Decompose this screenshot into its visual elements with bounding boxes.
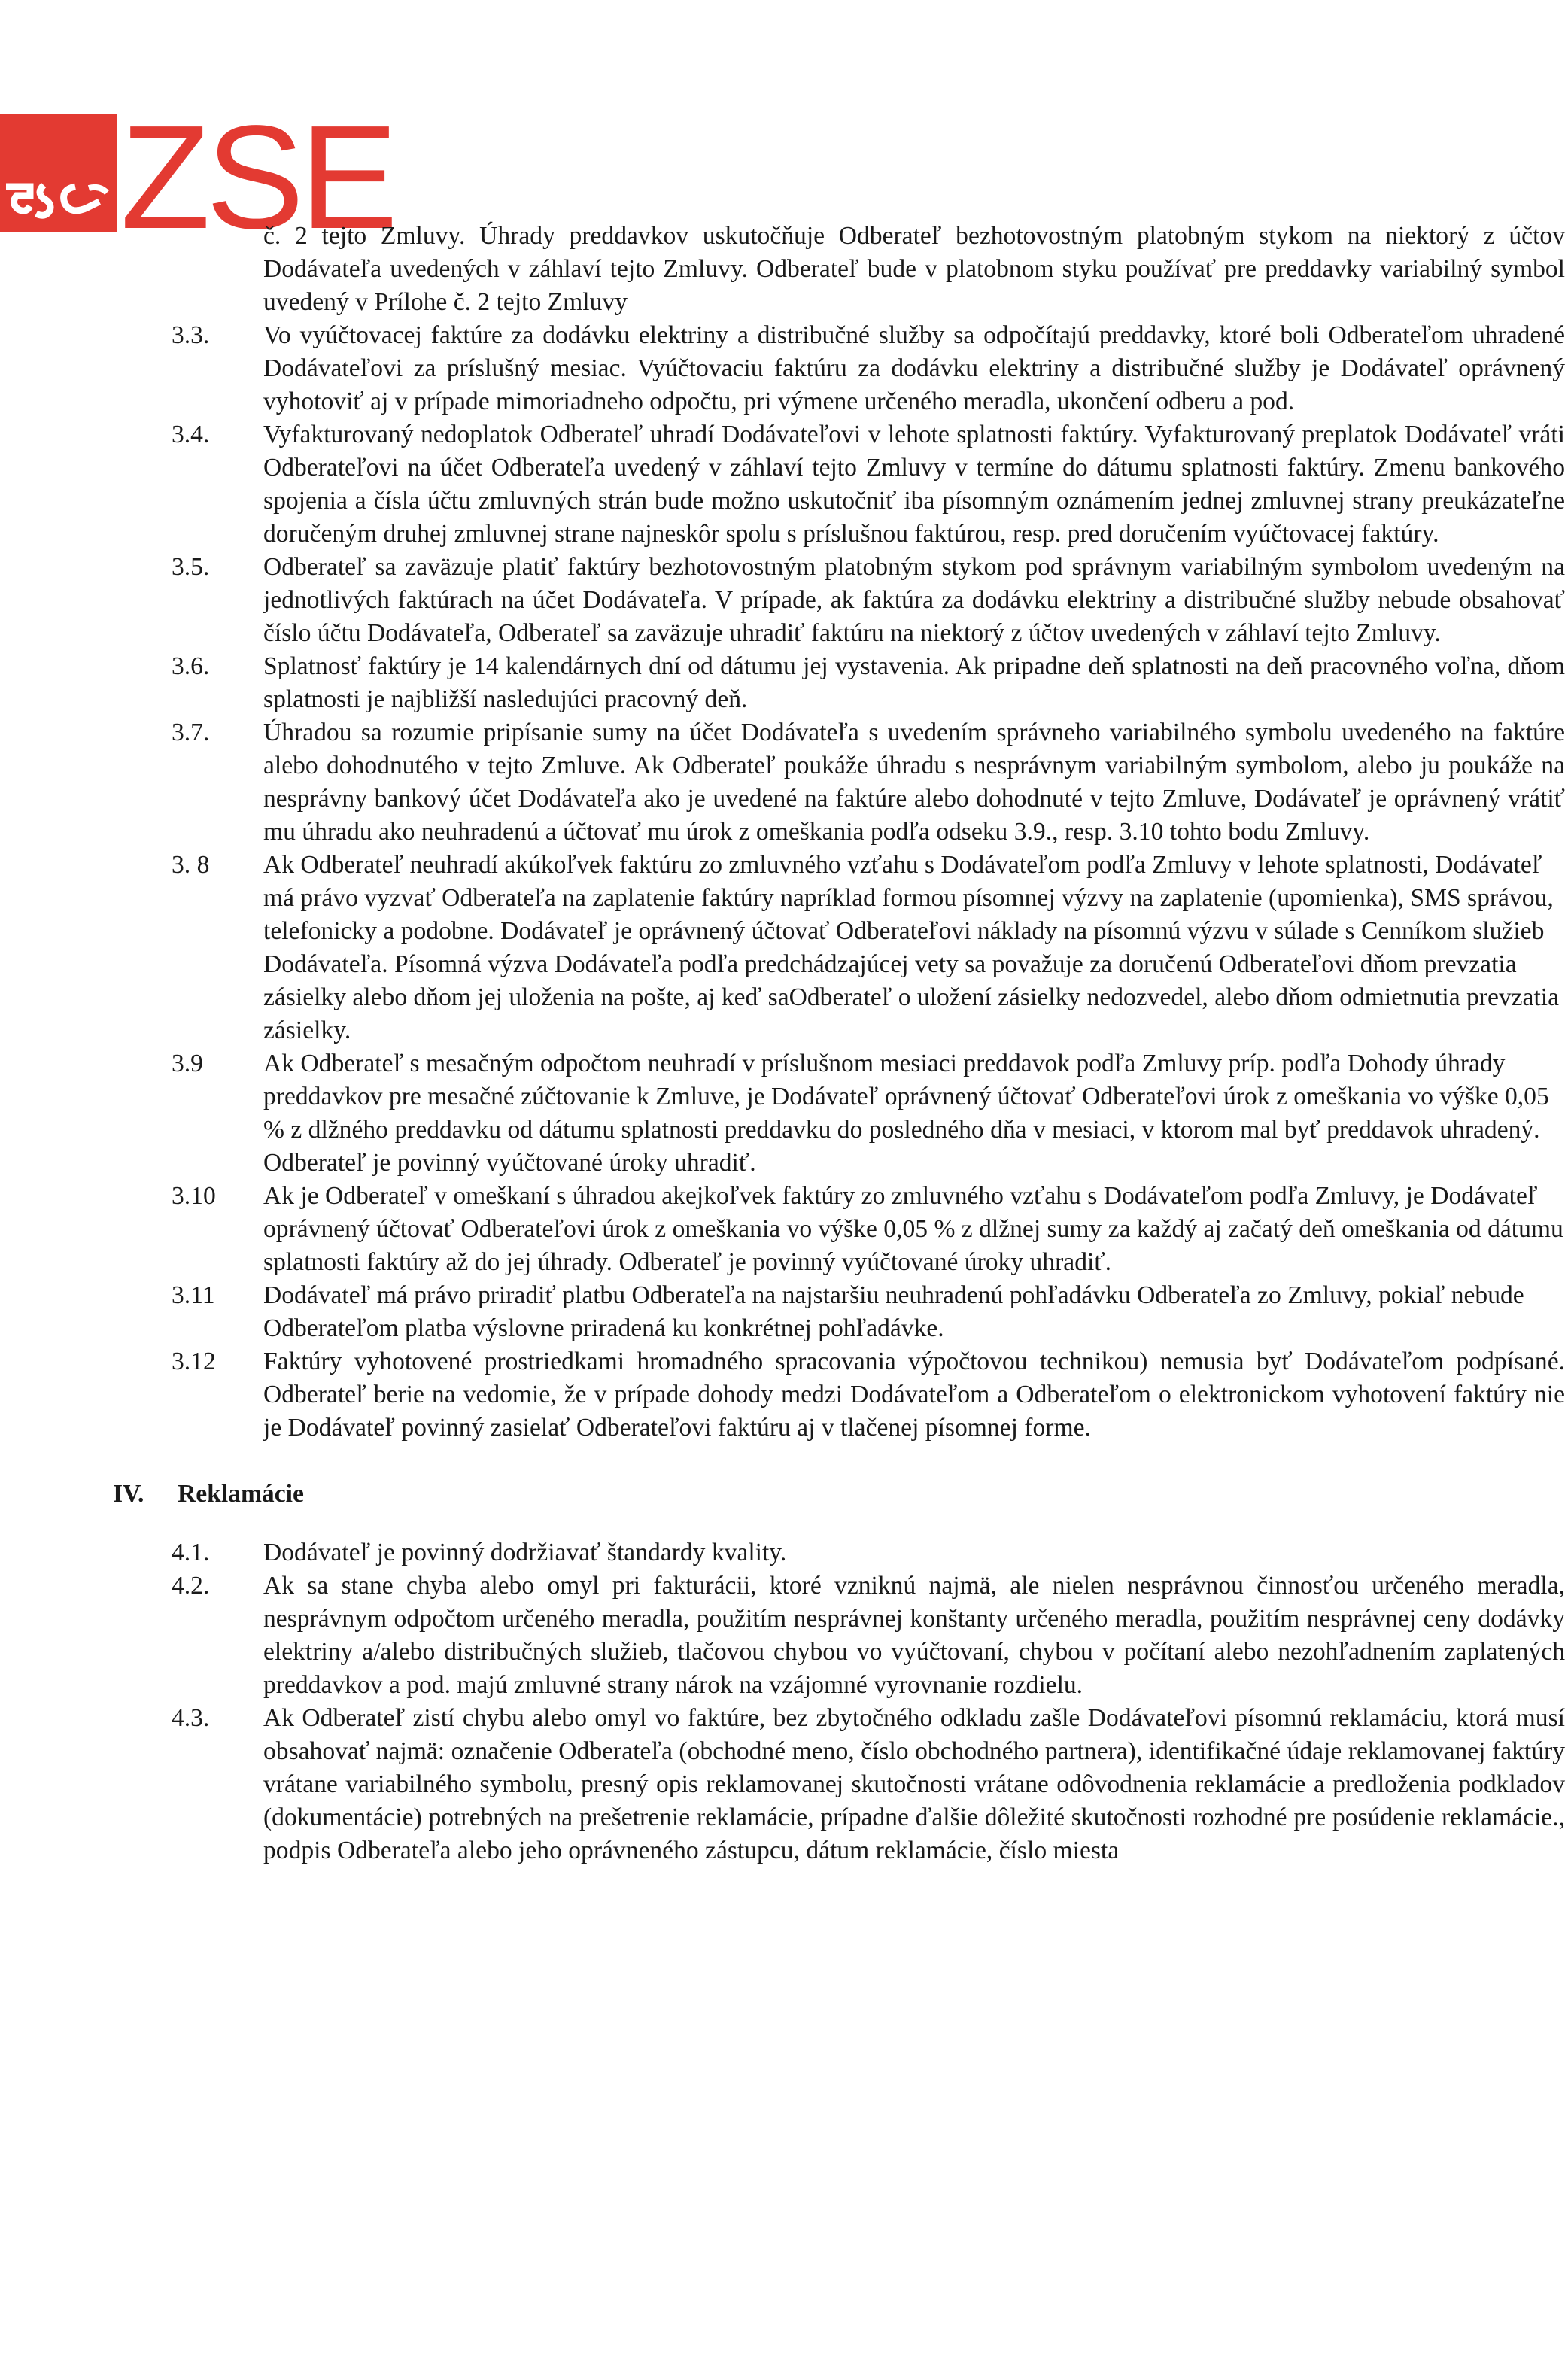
clause-number: 3.12	[172, 1348, 216, 1375]
clause-text: Ak sa stane chyba alebo omyl pri fakturácii, ktoré vzniknú najmä, ale nielen nesprávnou činnosťou určeného meradla, nesprávnym odpočtom určeného meradla, použitím nesprávnej konštanty určeného meradla, použitím nesprávnej ceny dodávky elektriny a/alebo distribučných služieb, tlačovou chybou vo vyúčtovaní, chybou v počítaní alebo nezohľadnením zaplatených preddavkov a pod. majú zmluvné strany nárok na vzájomné vyrovnanie rozdielu.	[263, 1572, 1565, 1699]
continued-paragraph	[0, 220, 1568, 319]
clause-text: Vo vyúčtovacej faktúre za dodávku elektriny a distribučné služby sa odpočítajú preddavky, ktoré boli Odberateľom uhradené Dodávateľovi za príslušný mesiac. Vyúčtovaciu faktúru za dodávku elektriny a distribučné služby je Dodávateľ oprávnený vyhotoviť aj v prípade mimoriadneho odpočtu, pri výmene určeného meradla, ukončení odberu a pod.	[263, 321, 1565, 415]
clause-number: 3.3.	[172, 321, 210, 349]
clause-text: Ak je Odberateľ v omeškaní s úhradou akejkoľvek faktúry zo zmluvného vzťahu s Dodávateľom podľa Zmluvy, je Dodávateľ oprávnený účtovať Odberateľovi úrok z omeškania vo výške 0,05 % z dlžnej sumy za každý aj začatý deň omeškania od dátumu splatnosti faktúry až do jej úhrady. Odberateľ je povinný vyúčtované úroky uhradiť.	[263, 1182, 1563, 1276]
clause-text: Ak Odberateľ zistí chybu alebo omyl vo faktúre, bez zbytočného odkladu zašle Dodávateľovi písomnú reklamáciu, ktorá musí obsahovať najmä: označenie Odberateľa (obchodné meno, číslo obchodného partnera), identifikačné údaje reklamovanej faktúry vrátane variabilného symbolu, presný opis reklamovanej skutočnosti vrátane odôvodnenia reklamácie a predloženia podkladov (dokumentácie) potrebných na prešetrenie reklamácie, prípadne ďalšie dôležité skutočnosti rozhodné pre posúdenie reklamácie., podpis Odberateľa alebo jeho oprávneného zástupcu, dátum reklamácie, číslo miesta	[263, 1704, 1565, 1864]
section-number: IV.	[113, 1480, 144, 1508]
clause-number: 3.10	[172, 1182, 216, 1210]
clause-number: 3.11	[172, 1281, 215, 1309]
zse-logo	[0, 95, 394, 260]
clause-number: 3.9	[172, 1050, 203, 1077]
clause-text: Faktúry vyhotovené prostriedkami hromadného spracovania výpočtovou technikou) nemusia byť Dodávateľom podpísané. Odberateľ berie na vedomie, že v prípade dohody medzi Dodávateľom a Odberateľom o elektronickom vyhotovení faktúry nie je Dodávateľ povinný zasielať Odberateľovi faktúru aj v tlačenej písomnej forme.	[263, 1348, 1565, 1442]
section-title: Reklamácie	[178, 1480, 304, 1508]
clause-3-8	[0, 849, 1568, 1047]
clause-text: Ak Odberateľ s mesačným odpočtom neuhradí v príslušnom mesiaci preddavok podľa Zmluvy príp. podľa Dohody úhrady preddavkov pre mesačné zúčtovanie k Zmluve, je Dodávateľ oprávnený účtovať Odberateľovi úrok z omeškania vo výške 0,05 % z dlžného preddavku od dátumu splatnosti preddavku do posledného dňa v mesiaci, v ktorom mal byť preddavok uhradený. Odberateľ je povinný vyúčtované úroky uhradiť.	[263, 1050, 1549, 1177]
zse-logo-mark	[0, 114, 117, 232]
clause-number: 3.7.	[172, 719, 210, 746]
clause-4-2	[0, 1569, 1568, 1702]
clause-number: 3.4.	[172, 421, 210, 448]
clause-number: 3.6.	[172, 652, 210, 680]
clause-3-9	[0, 1047, 1568, 1180]
clause-3-5	[0, 551, 1568, 650]
clause-text: Odberateľ sa zaväzuje platiť faktúry bezhotovostným platobným stykom pod správnym variabilným symbolom uvedeným na jednotlivých faktúrach na účet Dodávateľa. V prípade, ak faktúra za dodávku elektriny a distribučné služby nebude obsahovať číslo účtu Dodávateľa, Odberateľ sa zaväzuje uhradiť faktúru na niektorý z účtov uvedených v záhlaví tejto Zmluvy.	[263, 553, 1565, 647]
zse-logo-text: ZSE	[120, 95, 394, 260]
clause-4-1	[0, 1536, 1568, 1569]
section-heading	[0, 1478, 1568, 1511]
clause-text: Vyfakturovaný nedoplatok Odberateľ uhradí Dodávateľovi v lehote splatnosti faktúry. Vyfakturovaný preplatok Dodávateľ vráti Odberateľovi na účet Odberateľa uvedený v záhlaví tejto Zmluvy v termíne do dátumu splatnosti faktúry. Zmenu bankového spojenia a čísla účtu zmluvných strán bude možno uskutočniť iba písomným oznámením jednej zmluvnej strany preukázateľne doručeným druhej zmluvnej strane najneskôr spolu s príslušnou faktúrou, resp. pred doručením vyúčtovacej faktúry.	[263, 421, 1565, 548]
clause-4-3	[0, 1702, 1568, 1867]
clause-3-4	[0, 418, 1568, 551]
clause-number: 4.2.	[172, 1572, 210, 1600]
clause-text: Ak Odberateľ neuhradí akúkoľvek faktúru zo zmluvného vzťahu s Dodávateľom podľa Zmluvy v lehote splatnosti, Dodávateľ má právo vyzvať Odberateľa na zaplatenie faktúry napríklad formou písomnej výzvy na zaplatenie (upomienka), SMS správou, telefonicky a podobne. Dodávateľ je oprávnený účtovať Odberateľovi náklady na písomnú výzvu v súlade s Cenníkom služieb Dodávateľa. Písomná výzva Dodávateľa podľa predchádzajúcej vety sa považuje za doručenú Odberateľovi dňom prevzatia zásielky alebo dňom jej uloženia na pošte, aj keď saOdberateľ o uložení zásielky nedozvedel, alebo dňom odmietnutia prevzatia zásielky.	[263, 851, 1560, 1044]
clause-3-10	[0, 1180, 1568, 1279]
clause-text: Dodávateľ je povinný dodržiavať štandardy kvality.	[263, 1539, 787, 1566]
clause-number: 4.1.	[172, 1539, 210, 1566]
clause-number: 3. 8	[172, 851, 210, 879]
clause-3-7	[0, 716, 1568, 849]
clause-text: Úhradou sa rozumie pripísanie sumy na účet Dodávateľa s uvedením správneho variabilného symbolu uvedeného na faktúre alebo dohodnutého v tejto Zmluve. Ak Odberateľ poukáže úhradu s nesprávnym variabilným symbolom, alebo ju poukáže na nesprávny bankový účet Dodávateľa ako je uvedené na faktúre alebo dohodnuté v tejto Zmluve, Dodávateľ je oprávnený vrátiť mu úhradu ako neuhradenú a účtovať mu úrok z omeškania podľa odseku 3.9., resp. 3.10 tohto bodu Zmluvy.	[263, 719, 1565, 846]
clause-number: 4.3.	[172, 1704, 210, 1732]
paragraph-text: č. 2 tejto Zmluvy. Úhrady preddavkov uskutočňuje Odberateľ bezhotovostným platobným stykom na niektorý z účtov Dodávateľa uvedených v záhlaví tejto Zmluvy. Odberateľ bude v platobnom styku používať pre preddavky variabilný symbol uvedený v Prílohe č. 2 tejto Zmluvy	[263, 222, 1565, 316]
clause-number: 3.5.	[172, 553, 210, 581]
clause-text: Dodávateľ má právo priradiť platbu Odberateľa na najstaršiu neuhradenú pohľadávku Odberateľa zo Zmluvy, pokiaľ nebude Odberateľom platba výslovne priradená ku konkrétnej pohľadávke.	[263, 1281, 1524, 1342]
clause-3-12	[0, 1345, 1568, 1445]
clause-text: Splatnosť faktúry je 14 kalendárnych dní od dátumu jej vystavenia. Ak pripadne deň splatnosti na deň pracovného voľna, dňom splatnosti je najbližší nasledujúci pracovný deň.	[263, 652, 1565, 713]
clause-3-11	[0, 1279, 1568, 1345]
document-body	[0, 220, 1568, 1867]
clause-3-3	[0, 319, 1568, 418]
clause-3-6	[0, 650, 1568, 716]
